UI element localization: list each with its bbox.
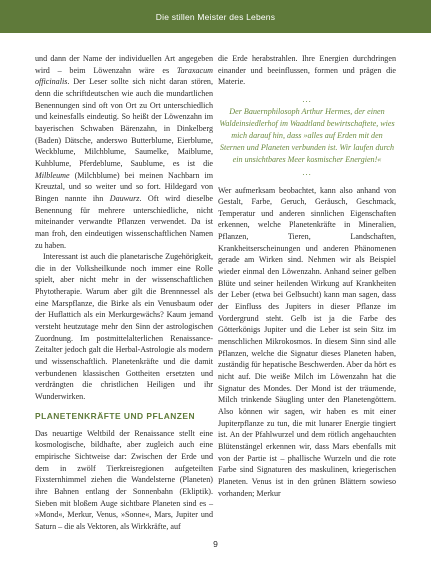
dialect-name: Milbleume xyxy=(35,170,70,180)
left-column xyxy=(35,53,213,533)
right-column xyxy=(218,53,396,499)
paragraph-planetary: Interessant ist auch die planetarische Zugehörigkeit, die in der Volksheilkunde noch immer eine Rolle spielt, aber nicht mehr in der wissenschaftlichen Phytotherapie. Warum aber gilt die Brennnessel als eine Marspflanze, die Birke als ein Venusbaum oder der Huflattich als ein Merkurgewächs? Kaum jemand versteht heutzutage mehr den Sinn der astrologischen Zuordnung. Im postmittelalterlichen Renaissance-Zeitalter jedoch galt die Herbal-Astrologie als modern und wissenschaftlich. Planetenkräfte und die damit verbundenen klassischen Gottheiten ersetzten und verdrängten die christlichen Heiligen und ihr Wunderwirken. xyxy=(35,252,213,402)
paragraph-signatures: Wer aufmerksam beobachtet, kann also anhand von Gestalt, Farbe, Geruch, Geräusch, Geschmack, Temperatur und anderen sinnlichen Eigenschaften erkennen, welche Planetenkräfte in Mineralien, Pflanzen, Tieren, Landschaften, Krankheitserscheinungen und anderen Phänomenen gerade am Wirken sind. Nehmen wir als Beispiel wieder einmal den Löwenzahn. Anhand seiner gelben Blüte und seiner heilenden Wirkung auf Krankheiten der Leber (etwa bei Gelbsucht) kann man sagen, dass der Einfluss des Jupiters in dieser Pflanze im Vordergrund steht. Gelb ist ja die Farbe des Götterkönigs Jupiter und die Leber ist sein Sitz im menschlichen Mikrokosmos. In diesem Sinn sind alle Pflanzen, welche die Signatur dieses Planeten haben, zuständig für hepatische Beschwerden. Aber da hört es nicht auf. Die weiße Milch im Löwenzahn hat die Signatur des Mondes. Der Mond ist der träumende, Milch trinkende Säugling unter den Planetengöttern. Also können wir sagen, wir haben es mit einer Jupiterpflanze zu tun, die mit lunarer Energie tingiert ist. An der Pfahlwurzel und dem rötlich angehauchten Blütenstängel erkennen wir, dass Mars ebenfalls mit von der Partie ist – phallische Wurzeln und die rote Farbe sind Signaturen des maskulinen, kriegerischen Planeten. Venus ist in den grünen Blättern sowieso vorhanden; Merkur xyxy=(218,185,396,498)
quote-ornament-bottom: ... xyxy=(302,166,312,177)
paragraph-naming xyxy=(35,53,213,251)
page-number: 9 xyxy=(213,539,218,549)
paragraph-worldview: Das neuartige Weltbild der Renaissance stellt eine kosmologische, bildhafte, aber zugleich auch eine empirische Sichtweise dar: Zwischen der Erde und dem in zwölf Tierkreisregionen aufgeteilten Fixsternhimmel ziehen die Wandelsterne (Planeten) ihre Bahnen entlang der Sonnenbahn (Ekliptik). Sieben mit bloßem Auge sichtbare Planeten sind es – »Mond«, Merkur, Venus, »Sonne«, Mars, Jupiter und Saturn – die als Vektoren, als Wirkkräfte, auf xyxy=(35,428,213,531)
text-run: . Oft wird dieselbe Benennung für mehrere unterschiedliche, nicht miteinander verwandte Pflanzen verwendet. Da ist man froh, den eindeutigen wissenschaftlichen Namen zu haben. xyxy=(35,193,213,250)
running-header-title: Die stillen Meister des Lebens xyxy=(155,12,276,22)
text-run: und dann der Name der individuellen Art angegeben wird – beim Löwenzahn wäre es xyxy=(35,54,213,75)
paragraph-energies: die Erde herabstrahlen. Ihre Energien durchdringen einander und beeinflussen, formen und prägen die Materie. xyxy=(218,54,396,87)
dialect-name: Dauwurz xyxy=(109,193,140,203)
text-run: (Milchblume) bei meinen Nachbarn im Kreuztal, und so weiter und so fort. Hildegard von Bingen nannte ihn xyxy=(35,170,213,203)
section-heading: PLANETENKRÄFTE UND PFLANZEN xyxy=(35,410,196,421)
pull-quote: Der Bauernphilosoph Arthur Hermes, der einen Waldeinsiedlerhof im Waadtland bewirtschaftete, wies mich darauf hin, dass »alles auf Erden mit den Sternen und Planeten verbunden ist. Wir laufen durch ein unsichtbares Meer kosmischer Energien!« xyxy=(219,106,395,164)
text-run: . Der Leser sollte sich nicht daran stören, denn die schriftdeutschen wie auch die mundartlichen Benennungen sind oft von Ort zu Ort unterschiedlich und keinesfalls eindeutig. So heißt der Löwenzahn im bayerischen Schwaben Bärenzahn, in Dinkelberg (Baden) Dätsche, anderswo Butterblume, Eierblume, Weckblume, Milchblume, Saumelke, Maiblume, Kuhblume, Pferdeblume, Saublume, es ist die xyxy=(35,77,213,168)
quote-ornament-top: ... xyxy=(302,93,312,104)
latin-name: Taraxacum officinalis xyxy=(35,65,213,87)
